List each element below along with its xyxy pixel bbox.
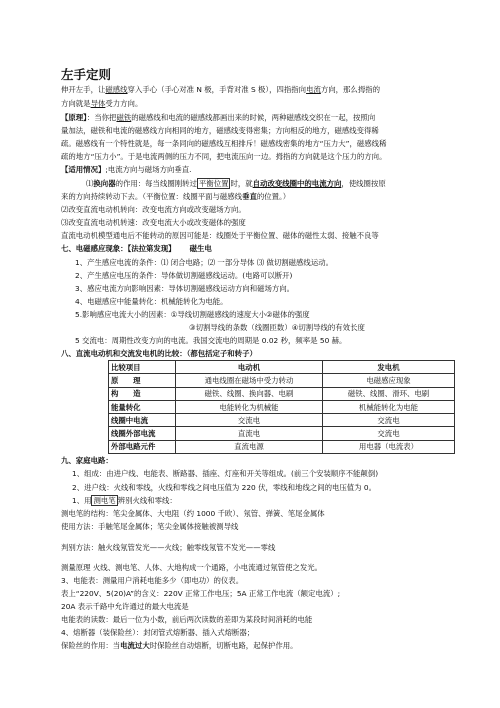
table-header-cell: 电动机 <box>176 361 323 374</box>
induction-item-3: 3、感应电流方向影响因素：导体切割磁感线运动方向和磁场方向。 <box>75 284 295 293</box>
test-pen-principle: 测量原理 火线、测电笔、人体、大地构成一个通路，小电流通过氖管使之发光。 <box>61 563 323 572</box>
table-cell: 线圈中电流 <box>109 414 176 427</box>
meter-max-current: 20A 表示千路中允许通过的最大电流是 <box>61 602 189 611</box>
boxed-term: 平衡位置 <box>198 179 229 188</box>
table-cell: 交流电 <box>323 427 455 440</box>
motor-direction-line: ⑵改变直流电动机转向：改变电流方向或改变磁场方向。 <box>61 205 246 214</box>
induction-item-5a: 5.影响感应电流大小的因素：①导线切割磁感线的速度大小②磁体的强度 <box>75 310 310 319</box>
table-cell: 外部电路元件 <box>109 440 176 453</box>
bold-term: 垂直 <box>242 192 257 201</box>
table-cell: 电磁感应现象 <box>323 374 455 387</box>
underlined-term: 导体 <box>90 99 106 108</box>
induction-item-2: 2、产生感应电压的条件：导体做切割磁感线运动。(电路可以断开) <box>75 271 293 280</box>
item-number: ⑴ <box>86 179 94 188</box>
table-cell: 用电器（电流表） <box>323 440 455 453</box>
applicable-label: 【适用情况】 <box>61 165 106 174</box>
table-row <box>109 440 455 453</box>
table-row <box>109 400 455 413</box>
text: 辨别火线和零线： <box>117 496 177 505</box>
text: 来的方向持续转动下去。（平衡位置：线圈平面与磁感线 <box>61 192 243 201</box>
household-item-1: 1、组成：由进户线、电能表、断路器、插座、灯座和开关等组成。(前三个安装顺序不能颠倒) <box>72 469 379 478</box>
table-cell: 线圈外部电流 <box>109 427 176 440</box>
table-cell: 直流电源 <box>176 440 323 453</box>
test-pen-heading <box>72 496 177 505</box>
text: 的位置。） <box>256 192 291 201</box>
induction-item-1: 1、产生感应电流的条件：⑴ 闭合电路；⑵ 一部分导体 ⑶ 做切割磁感线运动。 <box>75 258 333 267</box>
text: ：当你把 <box>86 113 117 122</box>
principle-line2: 量加法，磁铁和电流的磁感线方向相同的地方，磁感线变得密集；方向相反的地方，磁感线变得稀 <box>61 126 379 135</box>
text: 的作用：每当线圈刚转过 <box>115 179 197 188</box>
page-title: 左手定则 <box>61 67 112 82</box>
section-7-heading <box>61 244 212 253</box>
text: 方向，那么拇指的 <box>320 85 380 94</box>
table-cell: 磁铁、线圈、换向器、电刷 <box>176 387 323 400</box>
table-cell: 通电线圈在磁场中受力转动 <box>176 374 323 387</box>
test-pen-judgement: 判别方法：触火线氖管发光——火线；触零线氖管不发光——零线 <box>61 543 276 552</box>
table-cell: 直流电 <box>176 427 323 440</box>
text: 七、电磁感应现象：【法拉第发现】 <box>61 244 176 253</box>
table-row <box>109 414 455 427</box>
table-row <box>109 387 455 400</box>
table-header-cell: 比较项目 <box>109 361 176 374</box>
commutator-line2 <box>61 192 290 201</box>
household-item-2: 2、进户线：火线和零线，火线和零线之间电压值为 220 伏，零线和地线之间的电压值为 0。 <box>72 483 377 492</box>
applicable-case <box>61 165 192 174</box>
test-pen-structure: 测电笔的结构：笔尖金属体、大电阻（约 1000 千欧）、氖管、弹簧、笔尾金属体 <box>61 509 325 518</box>
text: 保险丝的作用：当 <box>61 641 121 650</box>
principle-line3: 疏。磁感线有一个特性就是，每一条同向的磁感线互相排斥！磁感线密集的地方“压力大”，磁感线稀 <box>61 139 387 148</box>
comparison-table <box>108 360 455 454</box>
commutator-line1 <box>86 179 386 188</box>
principle-line4: 疏的地方“压力小”。于是电流两侧的压力不同，把电流压向一边。拇指的方向就是这个压力的方向。 <box>61 152 387 161</box>
meter-rating-meaning: 表上“220V、5(20)A”的含义：220V 正常工作电压；5A 正常工作电流（额定电流）; <box>61 589 341 598</box>
table-cell: 交流电 <box>323 414 455 427</box>
text: 伸开左手，让 <box>61 85 106 94</box>
table-cell: 原 理 <box>109 374 176 387</box>
alternating-current-line: 5 交流电：周期性改变方向的电流。我国交流电的周期是 0.02 秒，频率是 50 赫。 <box>75 336 347 345</box>
section-8-heading: 八、直流电动机和交流发电机的比较：（都包括定子和转子） <box>61 349 257 358</box>
paragraph-definition-line2 <box>61 99 142 108</box>
text: 受力方向。 <box>105 99 143 108</box>
text: ，使线圈按原 <box>341 179 386 188</box>
table-cell: 磁铁、线圈、滑环、电刷 <box>323 387 455 400</box>
underlined-term: 磁铁 <box>116 113 132 122</box>
fuse-function <box>61 641 298 650</box>
text: 时，就 <box>230 179 253 188</box>
table-header-cell: 发电机 <box>323 361 455 374</box>
table-cell: 能量转化 <box>109 400 176 413</box>
table-cell: 构 造 <box>109 387 176 400</box>
motor-speed-line: ⑶改变直流电动机转速：改变电流大小或改变磁体的强度 <box>61 218 246 227</box>
underlined-term: 磁感线 <box>105 85 128 94</box>
text: ;电流方向与磁场方向垂直. <box>105 165 192 174</box>
bold-term: 电流过大 <box>120 641 150 650</box>
principle-label: 【原理】 <box>61 113 87 122</box>
induction-item-5b: ③切割导线的条数（线圈匝数）④切割导线的有效长度 <box>189 323 365 332</box>
principle-line1 <box>61 113 375 122</box>
paragraph-definition-line1 <box>61 85 380 94</box>
text: 的磁感线和电流的磁感线都画出来的时候，两种磁感线交织在一起，按照向 <box>131 113 376 122</box>
text: 方向就是 <box>61 99 91 108</box>
underlined-term: 电流 <box>306 85 321 94</box>
household-item-4: 4、熔断器（装保险丝）：封闭管式熔断器、插入式熔断器； <box>61 628 255 637</box>
text: 1、用 <box>72 496 92 505</box>
induction-item-4: 4、电磁感应中能量转化：机械能转化为电能。 <box>75 297 228 306</box>
test-pen-usage: 使用方法：手触笔尾金属体；笔尖金属体接触被测导线 <box>61 522 239 531</box>
meter-reading: 电能表的读数：最后一位为小数，前后两次读数的差即为某段时间消耗的电能 <box>61 615 313 624</box>
text: 磁生电 <box>189 244 212 253</box>
bold-term: 换向器 <box>93 179 116 188</box>
bold-underlined-term: 自动改变线圈中的电流方向 <box>252 179 342 188</box>
table-cell: 电能转化为机械能 <box>176 400 323 413</box>
household-item-3: 3、电能表：测量用户消耗电能多少（即电功）的仪表。 <box>61 576 244 585</box>
table-header-row <box>109 361 455 374</box>
text: 穿入手心（手心对准 N 极，手背对准 S 极），四指指向 <box>127 85 307 94</box>
motor-fault-line: 直流电动机模型通电后不能转动的原因可能是：线圈处于平衡位置、磁体的磁性太弱、接触不良等 <box>61 231 379 240</box>
boxed-term: 测电笔 <box>93 496 116 505</box>
table-cell: 交流电 <box>176 414 323 427</box>
table-row <box>109 427 455 440</box>
section-9-heading: 九、家庭电路： <box>61 456 113 465</box>
text: 时保险丝自动熔断，切断电路，起保护作用。 <box>149 641 298 650</box>
table-cell: 机械能转化为电能 <box>323 400 455 413</box>
table-row <box>109 374 455 387</box>
